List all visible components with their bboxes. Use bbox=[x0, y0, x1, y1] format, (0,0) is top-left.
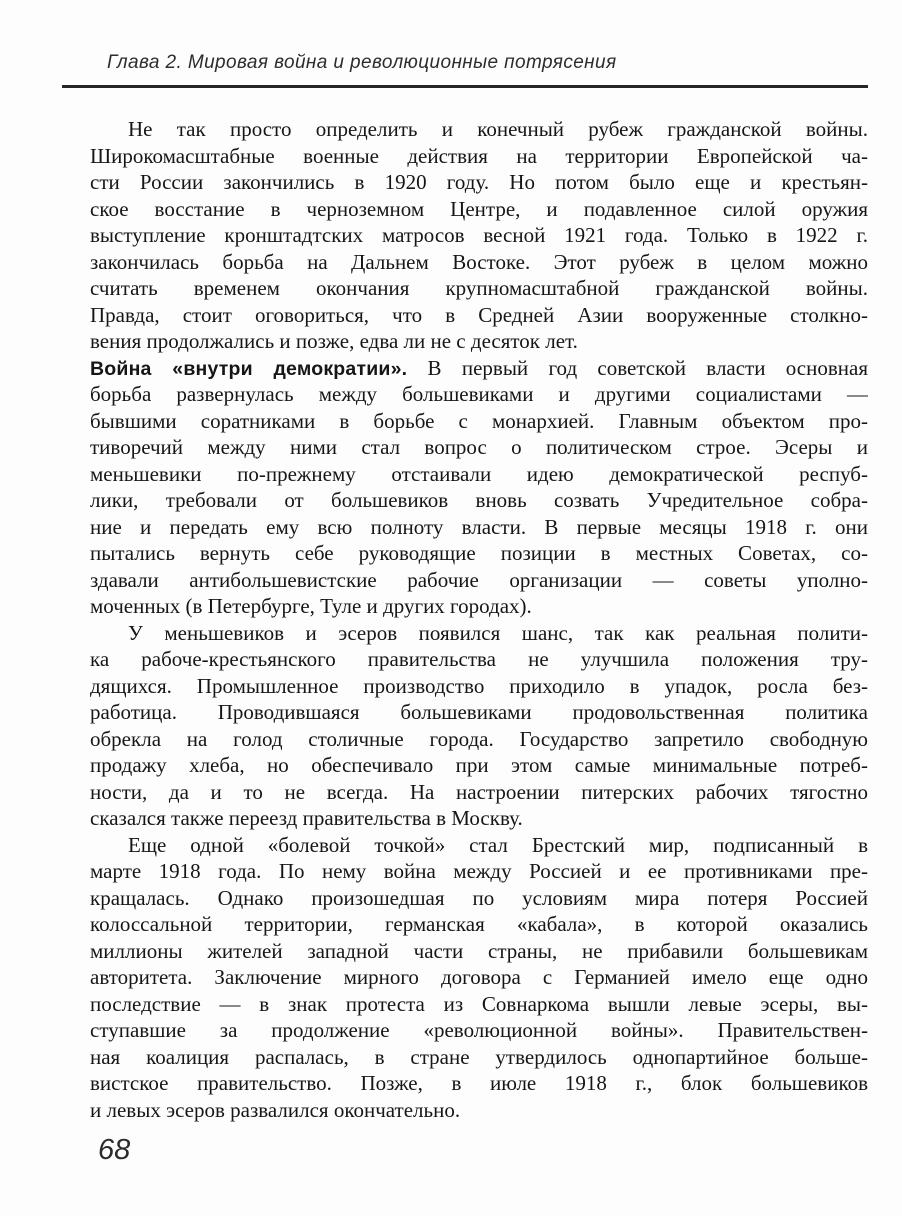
text-line: Не так просто определить и конечный рубеж гражданской войны. bbox=[128, 117, 868, 141]
text-line: вистское правительство. Позже, в июле 1918 г., блок большевиков bbox=[90, 1071, 868, 1095]
run-in-heading: Война «внутри демократии». bbox=[90, 357, 408, 380]
text-line: Широкомасштабные военные действия на территории Европейской ча- bbox=[90, 143, 868, 168]
text-line: сти России закончились в 1920 году. Но потом было еще и крестьян- bbox=[90, 170, 868, 194]
text-line: лики, требовали от большевиков вновь созвать Учредительное собра- bbox=[90, 488, 868, 512]
header-rule bbox=[62, 85, 868, 88]
text-line: бывшими соратниками в борьбе с монархией. Главным объектом про- bbox=[90, 408, 868, 433]
text-line: сказался также переезд правительства в Москву. bbox=[90, 806, 523, 830]
text-line: ступавшие за продолжение «революционной войны». Правительствен- bbox=[90, 1018, 868, 1042]
text-line: выступление кронштадтских матросов весной 1921 года. Только в 1922 г. bbox=[90, 223, 868, 247]
text-line: Война «внутри демократии». В первый год советской власти основная bbox=[90, 355, 868, 380]
text-line: продажу хлеба, но обеспечивало при этом самые минимальные потреб- bbox=[90, 753, 868, 777]
text-line: марте 1918 года. По нему война между Россией и ее противниками пре- bbox=[90, 859, 868, 883]
text-line: ка рабоче-крестьянского правительства не улучшила положения тру- bbox=[90, 647, 868, 671]
text-line: ная коалиция распалась, в стране утвердилось однопартийное больше- bbox=[90, 1044, 868, 1069]
body-text bbox=[90, 116, 868, 1123]
chapter-running-header: Глава 2. Мировая война и революционные потрясения bbox=[107, 52, 617, 73]
text-line: Правда, стоит оговориться, что в Средней Азии вооруженные столкно- bbox=[90, 302, 868, 327]
text-line: колоссальной территории, германская «кабала», в которой оказались bbox=[90, 912, 868, 936]
text-line: закончилась борьба на Дальнем Востоке. Этот рубеж в целом можно bbox=[90, 249, 868, 274]
text-line: кращалась. Однако произошедшая по условиям мира потеря Россией bbox=[90, 885, 868, 910]
text-line: здавали антибольшевистские рабочие организации — советы уполно- bbox=[90, 567, 868, 592]
text-line: дящихся. Промышленное производство приходило в упадок, росла без- bbox=[90, 673, 868, 698]
text-line: Еще одной «болевой точкой» стал Брестский мир, подписанный в bbox=[128, 832, 868, 857]
text-line: ское восстание в черноземном Центре, и подавленное силой оружия bbox=[90, 196, 868, 221]
text-line: вения продолжались и позже, едва ли не с десяток лет. bbox=[90, 329, 578, 353]
text-line: У меньшевиков и эсеров появился шанс, так как реальная полити- bbox=[128, 620, 868, 645]
text-line: миллионы жителей западной части страны, не прибавили большевикам bbox=[90, 938, 868, 963]
text-line: работица. Проводившаяся большевиками продовольственная политика bbox=[90, 700, 868, 724]
page-number: 68 bbox=[98, 1134, 131, 1166]
text-line: меньшевики по-прежнему отстаивали идею демократической респуб- bbox=[90, 461, 868, 486]
text-line: моченных (в Петербурге, Туле и других городах). bbox=[90, 594, 532, 618]
text-line: авторитета. Заключение мирного договора с Германией имело еще одно bbox=[90, 965, 868, 989]
text-line: последствие — в знак протеста из Совнаркома вышли левые эсеры, вы- bbox=[90, 991, 868, 1016]
text-line: борьба развернулась между большевиками и другими социалистами — bbox=[90, 382, 868, 406]
text-line: ние и передать ему всю полноту власти. В первые месяцы 1918 г. они bbox=[90, 514, 868, 539]
text-line: и левых эсеров развалился окончательно. bbox=[90, 1097, 461, 1122]
text-line: считать временем окончания крупномасштабной гражданской войны. bbox=[90, 276, 868, 300]
text-line: тиворечий между ними стал вопрос о политическом строе. Эсеры и bbox=[90, 435, 868, 459]
text-line: ности, да и то не всегда. На настроении питерских рабочих тягостно bbox=[90, 779, 868, 804]
text-line: обрекла на голод столичные города. Государство запретило свободную bbox=[90, 726, 868, 751]
text-line: пытались вернуть себе руководящие позиции в местных Советах, со- bbox=[90, 541, 868, 565]
